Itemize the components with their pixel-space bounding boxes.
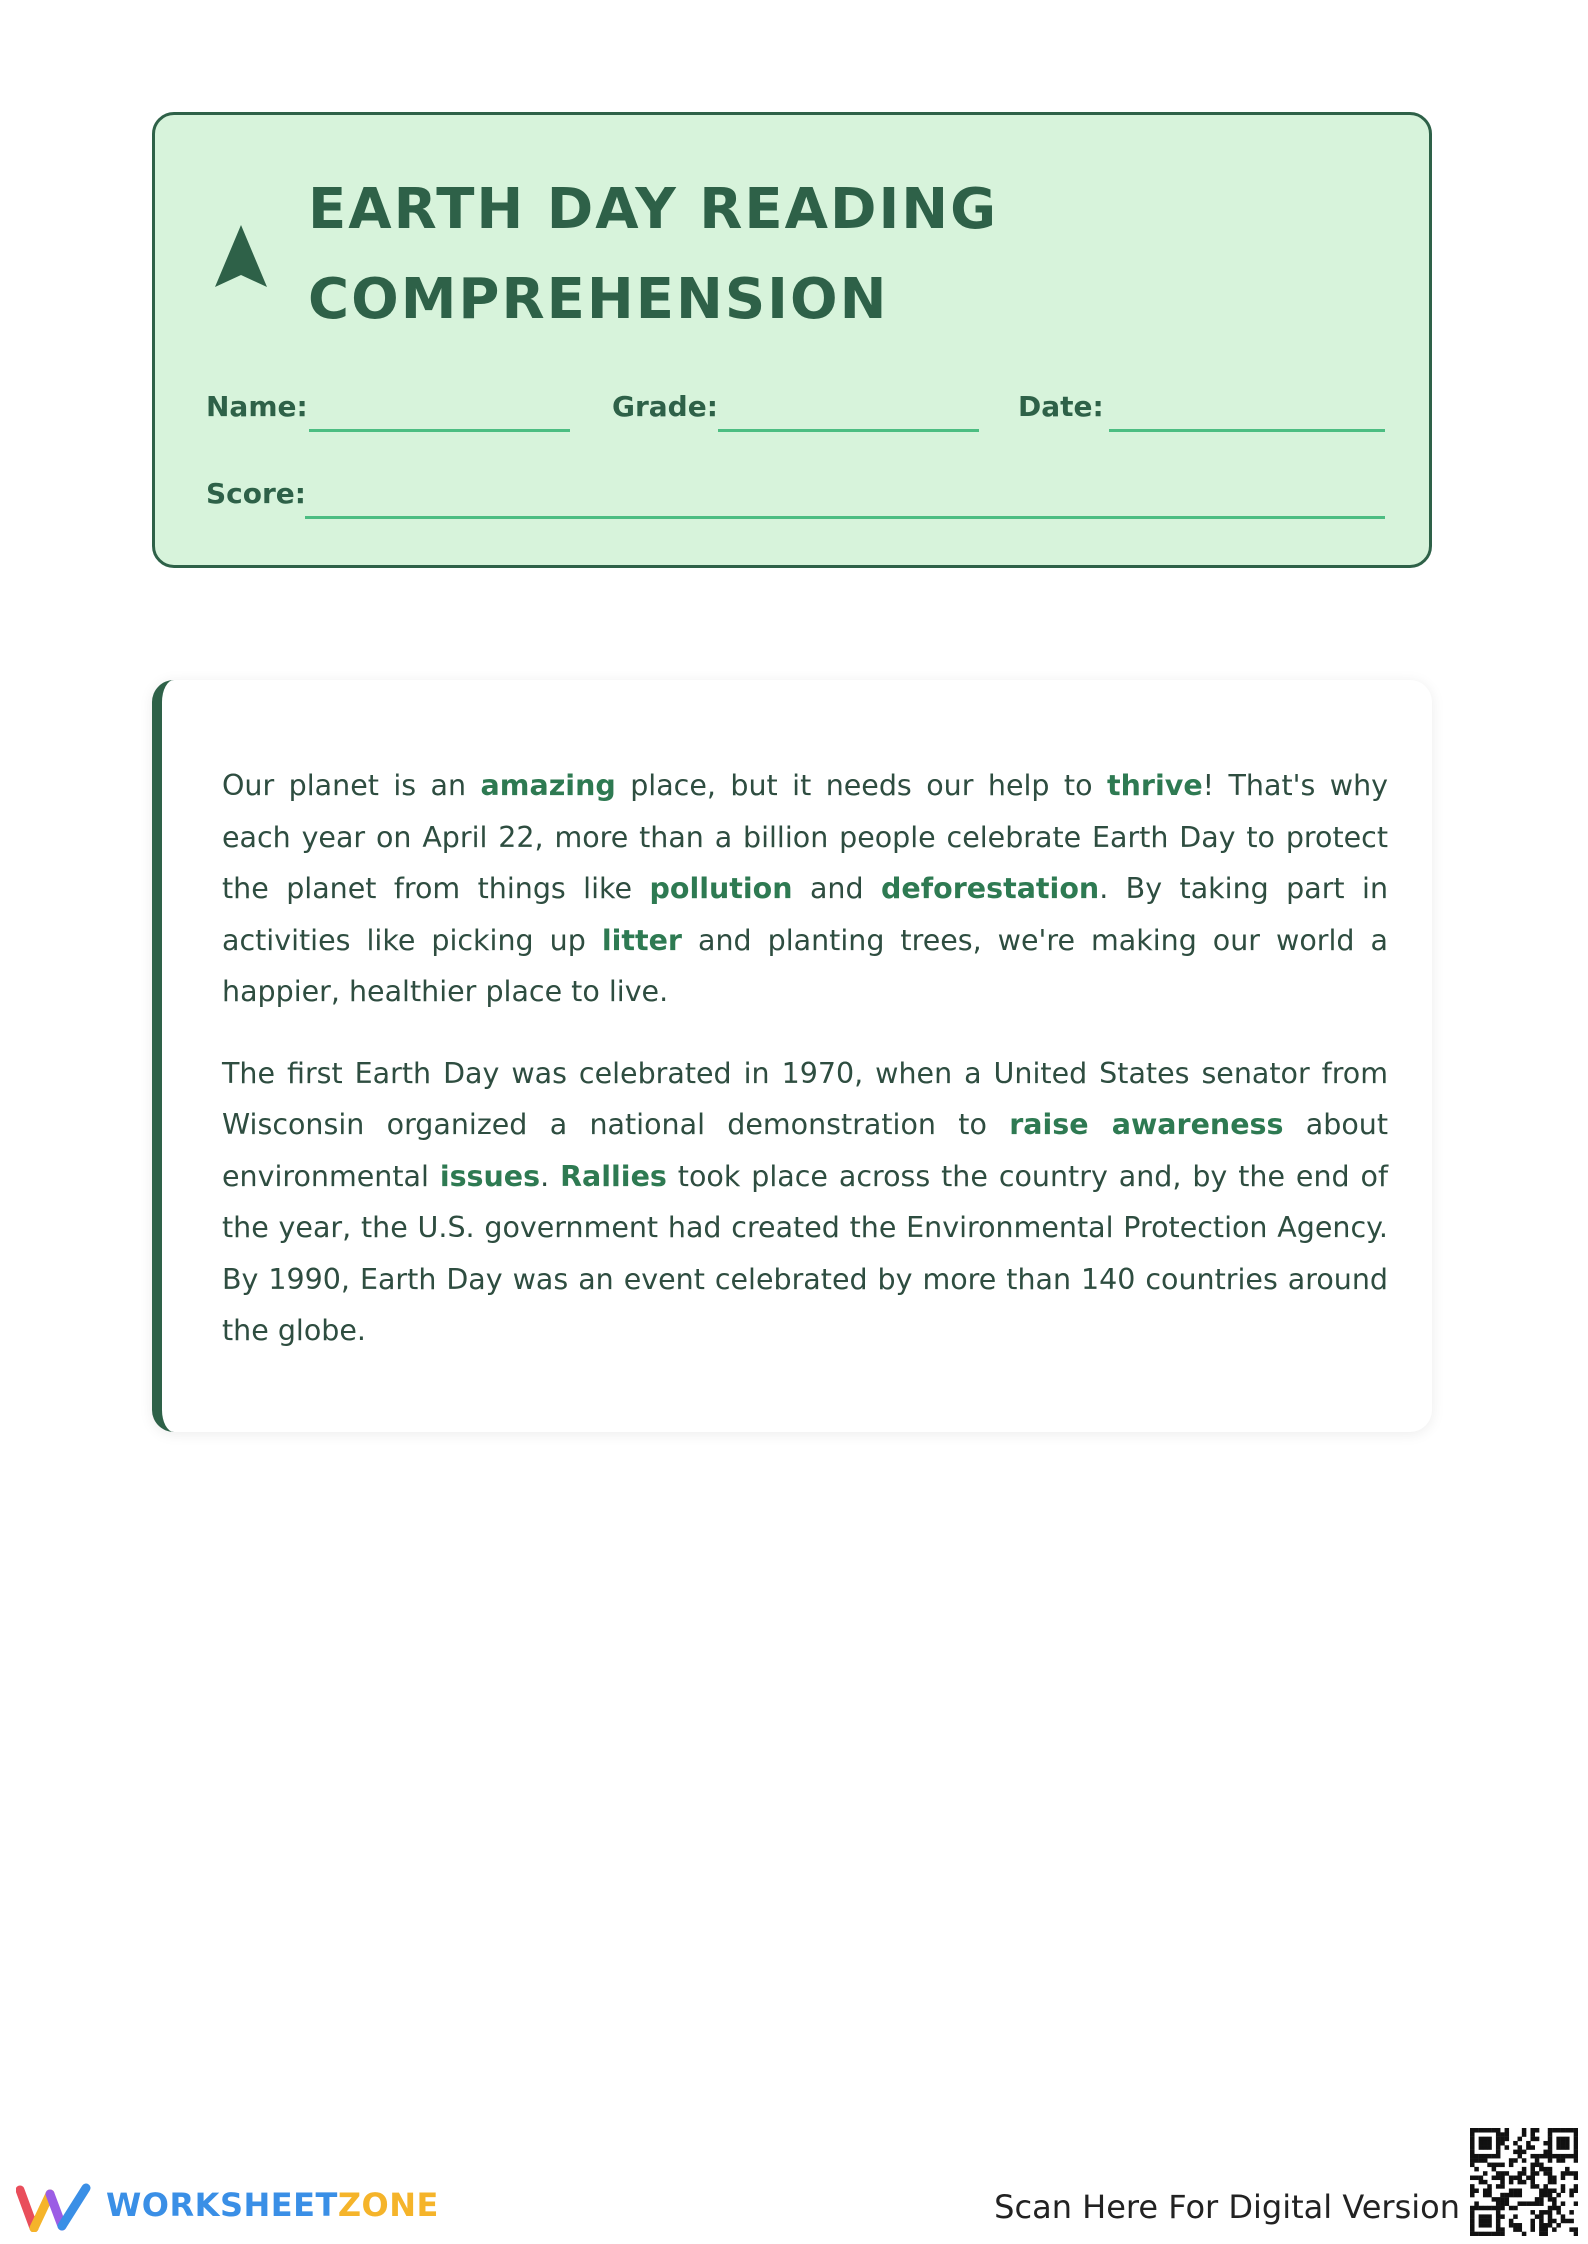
brand-name[interactable] xyxy=(106,2186,439,2224)
title-line-2: COMPREHENSION xyxy=(308,267,889,332)
qr-code-icon[interactable] xyxy=(1470,2128,1578,2236)
passage-text: and planting trees, we're making our world a happier, healthier place to live. xyxy=(222,923,1388,1008)
passage-text: . xyxy=(540,1159,561,1193)
passage-text: and xyxy=(792,872,882,905)
passage-text: ! That's why each year on April 22, more than a billion people celebrate Earth Day to protect the planet from things like xyxy=(222,769,1389,905)
reading-passage xyxy=(152,680,1432,1432)
scan-instruction: Scan Here For Digital Version xyxy=(994,2188,1460,2226)
highlighted-word: thrive xyxy=(1107,769,1203,802)
highlighted-word: raise awareness xyxy=(1009,1108,1284,1141)
grade-label: Grade: xyxy=(612,390,718,423)
passage-text: place, but it needs our help to xyxy=(615,769,1107,802)
name-field[interactable] xyxy=(309,429,570,432)
pine-tree-icon xyxy=(215,225,267,287)
name-label: Name: xyxy=(206,390,308,423)
brand-part-1: WORKSHEET xyxy=(106,2186,338,2224)
score-label: Score: xyxy=(206,477,306,510)
brand-part-2: ZONE xyxy=(337,2186,439,2224)
worksheet-header xyxy=(152,112,1432,568)
date-label: Date: xyxy=(1018,390,1104,423)
highlighted-word: pollution xyxy=(649,872,793,905)
highlighted-word: deforestation xyxy=(881,872,1100,905)
passage-text: . By taking part in activities like picking up xyxy=(222,872,1389,957)
highlighted-word: litter xyxy=(601,923,682,957)
highlighted-word: Rallies xyxy=(560,1159,667,1193)
title-line-1: EARTH DAY READING xyxy=(308,177,999,242)
passage-text: The first Earth Day was celebrated in 1970, when a United States senator from Wisconsin organized a national demonstration to xyxy=(222,1056,1388,1141)
passage-paragraph-1 xyxy=(222,760,1388,1018)
score-field[interactable] xyxy=(305,516,1385,519)
passage-text: Our planet is an xyxy=(222,769,481,802)
passage-paragraph-2 xyxy=(222,1048,1388,1357)
passage-text: took place across the country and, by the end of the year, the U.S. government had created the Environmental Protection Agency. By 1990, Earth Day was an event celebrated by more than 140 countries around the globe. xyxy=(222,1159,1388,1347)
page-title xyxy=(308,165,998,345)
highlighted-word: issues xyxy=(439,1159,541,1193)
passage-text: about environmental xyxy=(222,1108,1388,1193)
highlighted-word: amazing xyxy=(480,769,616,802)
worksheetzone-logo-icon xyxy=(16,2182,92,2232)
date-field[interactable] xyxy=(1109,429,1385,432)
grade-field[interactable] xyxy=(718,429,979,432)
